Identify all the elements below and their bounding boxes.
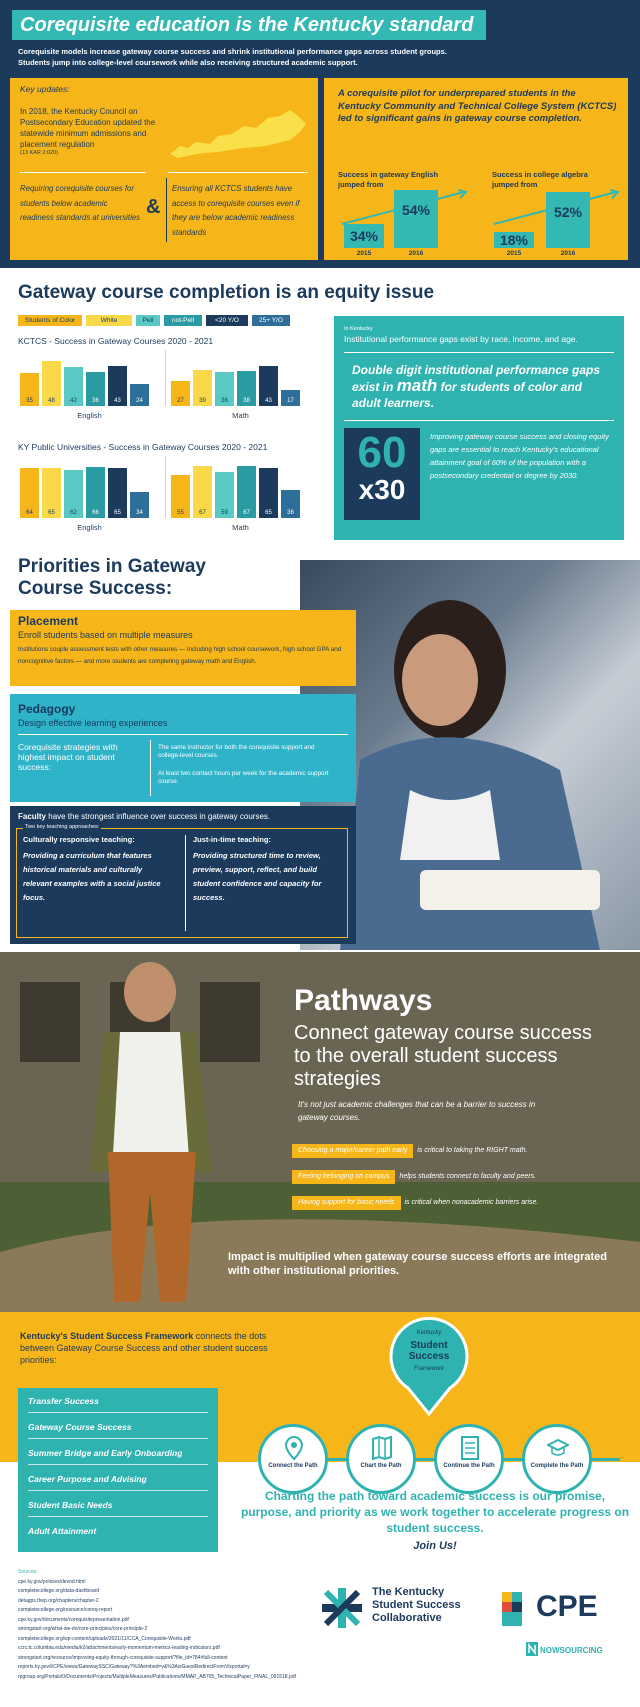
data-label: 34 — [136, 510, 143, 516]
goal-x30: x30 — [358, 474, 406, 505]
badge-bottom: Framework — [413, 1366, 444, 1372]
legend-item: Students of Color — [18, 315, 82, 326]
two-key-label: Two key teaching approaches: — [25, 824, 100, 830]
faculty-rest: have the strongest influence over success in gateway courses. — [46, 812, 271, 821]
requirement-kctcs: Ensuring all KCTCS students have access to corequisite courses even if they are below academic readiness standards — [172, 184, 300, 237]
goal-60: 60 — [357, 428, 407, 477]
source-link[interactable]: rpgroup.org/Portals/0/Documents/Projects/MultipleMeasures/Publications/MMAP_AB705_TechnicalPaper_FINAL_091518.pdf — [18, 1673, 296, 1680]
requirement-universities: Requiring corequisite courses for students below academic readiness standards at universities — [20, 184, 141, 222]
pathway-rest: helps students connect to faculty and peers. — [399, 1173, 537, 1180]
pilot-text: A corequisite pilot for underprepared students in the Kentucky Community and Technical College System (KCTCS) led to significant gains in gateway course completion. — [338, 88, 617, 124]
data-label: 59 — [221, 510, 228, 516]
jit-text: Providing structured time to review, preview, support, reflect, and build student confidence and capacity for success. — [193, 851, 322, 902]
year-label: 2016 — [408, 250, 424, 257]
nowsourcing-logo-icon — [526, 1642, 538, 1656]
data-label: 65 — [114, 510, 121, 516]
legend-item: 25+ Y/O — [252, 315, 290, 326]
divider — [28, 1490, 208, 1491]
ksc-line: The Kentucky — [372, 1586, 445, 1598]
source-link[interactable]: strongstart.org/what-we-do/core-principles/core-principle-2 — [18, 1626, 148, 1632]
goal-60x30-box — [344, 428, 420, 520]
divider — [28, 1438, 208, 1439]
faculty-bold: Faculty — [18, 812, 47, 821]
sources-list — [18, 1568, 338, 1682]
algebra-2015-bar: 18% — [494, 232, 534, 248]
divider — [344, 420, 614, 421]
framework-badge — [388, 1316, 470, 1416]
chart-title-kctcs: KCTCS - Success in Gateway Courses 2020 - 2021 — [18, 336, 214, 346]
in-kentucky-label: In Kentucky — [344, 326, 373, 332]
step-connect — [258, 1424, 328, 1494]
step-label: Continue the Path — [443, 1463, 495, 1469]
pathways-section — [0, 952, 640, 1312]
regulation-text: In 2018, the Kentucky Council on Postsecondary Education updated the statewide minimum admissions and placement regulation — [20, 107, 156, 149]
placement-heading: Placement — [18, 614, 79, 628]
data-label: 55 — [177, 510, 184, 516]
badge-top: Kentucky — [416, 1330, 442, 1336]
priorities-title: Priorities in Gateway Course Success: — [18, 556, 206, 599]
pathways-subtitle: Connect gateway course success to the overall student success strategies — [294, 1022, 592, 1090]
double-digit-part2: for students of color and adult learners. — [352, 380, 582, 410]
corequisite-strategies-label: Corequisite strategies with highest impact on student success: — [18, 742, 118, 772]
placement-panel — [10, 610, 356, 686]
divider — [166, 178, 167, 242]
list-item: Adult Attainment — [28, 1526, 97, 1536]
impact-statement: Impact is multiplied when gateway course success efforts are integrated with other institutional priorities. — [228, 1251, 608, 1277]
list-item: Transfer Success — [28, 1396, 99, 1406]
group-separator — [165, 350, 166, 406]
english-2016-bar: 54% — [394, 190, 438, 248]
data-label: 36 — [92, 398, 99, 404]
placement-subheading: Enroll students based on multiple measures — [18, 630, 193, 640]
legend-item: Pell — [136, 315, 160, 326]
framework-text — [20, 1330, 270, 1366]
source-link[interactable]: ccrc.tc.columbia.edu/media/k2/attachments/early-momentum-metrics-leading-indicators.pdf — [18, 1645, 220, 1651]
source-link[interactable]: completecollege.org/data-dashboard — [18, 1588, 100, 1594]
key-updates-label: Key updates: — [20, 84, 70, 94]
crt-text: Providing a curriculum that features historical materials and culturally relevant examples with a social justice focus. — [23, 851, 161, 902]
list-item: Summer Bridge and Early Onboarding — [28, 1448, 183, 1458]
legend-item: White — [86, 315, 132, 326]
pathway-highlight: Choosing a major/career path early — [292, 1144, 413, 1158]
pathway-highlight: Having support for basic needs — [292, 1196, 401, 1210]
data-label: 67 — [243, 510, 250, 516]
framework-rest: connects the dots between Gateway Course Success and other student success priorities: — [20, 1331, 268, 1365]
data-label: 36 — [287, 510, 294, 516]
divider — [28, 1516, 208, 1517]
english-2015-bar: 34% — [344, 224, 384, 248]
double-digit-part1: Double digit institutional performance gaps exist in — [352, 363, 601, 394]
source-link[interactable]: detagps.thep.org/chapters/chapter-2 — [18, 1597, 99, 1604]
ksc-line: Student Success — [372, 1599, 461, 1611]
divider — [344, 352, 614, 353]
list-item: Student Basic Needs — [28, 1500, 113, 1510]
source-link[interactable]: completecollege.org/resource/coreq-report — [18, 1607, 113, 1613]
kctcs-chart — [14, 350, 316, 420]
equity-title: Gateway course completion is an equity issue — [18, 282, 435, 303]
step-chart — [346, 1424, 416, 1494]
jit-heading: Just-in-time teaching: — [193, 835, 271, 844]
pedagogy-panel — [10, 694, 356, 802]
data-label: 24 — [136, 398, 143, 404]
data-label: 65 — [48, 510, 55, 516]
strategy-same-instructor: The same instructor for both the corequisite support and college-level courses. — [158, 744, 315, 759]
algebra-jump-label: Success in college algebra jumped from — [492, 170, 588, 189]
list-item: Career Purpose and Advising — [28, 1474, 147, 1484]
category-label: Math — [232, 411, 249, 420]
data-label: 67 — [199, 510, 206, 516]
intro-line-1: Corequisite models increase gateway course success and shrink institutional performance gaps across student groups. — [18, 47, 447, 56]
group-separator — [165, 456, 166, 518]
year-label: 2015 — [506, 250, 522, 257]
key-updates-panel — [10, 78, 318, 260]
placement-text: Institutions couple assessment tests with other measures — including high school coursework, high school GPA and noncognitive factors — and more students are completing gateway math and English. — [18, 646, 342, 665]
divider — [28, 1412, 208, 1413]
faculty-heading — [18, 812, 270, 821]
intro-line-2: Students jump into college-level coursework while also receiving structured academic support. — [18, 58, 358, 67]
source-link[interactable]: cpe.ky.gov/documents/corequisitepresentation.pdf — [18, 1616, 129, 1623]
pathways-intro: It's not just academic challenges that can be a barrier to success in gateway courses. — [298, 1100, 536, 1122]
map-icon — [371, 1435, 393, 1461]
legend-item: <20 Y/O — [206, 315, 248, 326]
legend-item: not-Pell — [164, 315, 202, 326]
pedagogy-subheading: Design effective learning experiences — [18, 718, 168, 728]
ksc-logo-icon — [318, 1586, 366, 1630]
source-link[interactable]: strongstart.org/resource/improving-equity-through-corequisite-support/?file_id=784#full-content — [18, 1654, 228, 1661]
pathway-rest: is critical to taking the RIGHT math. — [417, 1147, 528, 1154]
ksc-logo-text — [372, 1586, 461, 1625]
strategy-contact-hours: At least two contact hours per week for the academic support course. — [158, 770, 329, 785]
data-label: 43 — [265, 398, 272, 404]
cpe-logo-icon — [500, 1590, 534, 1628]
data-label: 36 — [221, 398, 228, 404]
data-label: 65 — [265, 510, 272, 516]
faculty-panel — [10, 806, 356, 944]
step-continue — [434, 1424, 504, 1494]
algebra-2016-bar: 52% — [546, 192, 590, 248]
pathway-row-belonging — [292, 1170, 536, 1184]
data-label: 38 — [243, 398, 250, 404]
step-label: Complete the Path — [530, 1463, 584, 1469]
data-label: 27 — [177, 398, 184, 404]
data-label: 64 — [26, 510, 33, 516]
data-label: 62 — [70, 510, 77, 516]
source-link[interactable]: completecollege.org/wp-content/uploads/2021/11/CCA_Corequisite-Works.pdf — [18, 1635, 191, 1642]
map-pin-icon — [283, 1435, 305, 1461]
year-label: 2016 — [560, 250, 576, 257]
source-link[interactable]: cpe.ky.gov/policies/devod.html — [18, 1578, 86, 1585]
divider — [168, 172, 308, 173]
main-title: Corequisite education is the Kentucky standard — [12, 10, 486, 40]
equity-panel — [334, 316, 624, 540]
category-label: Math — [232, 523, 249, 532]
list-item: Gateway Course Success — [28, 1422, 132, 1432]
intro-text — [18, 46, 628, 68]
cpe-logo-text: CPE — [536, 1590, 598, 1623]
data-label: 48 — [48, 398, 55, 404]
kentucky-map-icon — [166, 106, 310, 162]
goal-text: Improving gateway course success and closing equity gaps are essential to reach Kentucky's educational attainment goal of 60% of the population with a postsecondary credential or degree by 2030. — [430, 432, 609, 480]
regulation-citation: (13 KAR 2:020) — [20, 150, 58, 156]
ampersand: & — [146, 196, 161, 218]
graduation-cap-icon — [547, 1435, 569, 1461]
nowsourcing-logo-text: NOWSOURCING — [540, 1646, 603, 1655]
student-success-priorities-list — [18, 1388, 218, 1552]
data-label: 17 — [287, 398, 294, 404]
category-label: English — [77, 523, 102, 532]
pathways-title: Pathways — [294, 984, 433, 1017]
data-label: 39 — [199, 398, 206, 404]
join-us: Join Us! — [413, 1540, 457, 1552]
corequisite-section — [0, 0, 640, 268]
sources-label: Sources: — [18, 1569, 38, 1575]
ksc-line: Collaborative — [372, 1612, 442, 1624]
divider — [185, 835, 186, 931]
divider — [20, 172, 146, 173]
divider — [18, 734, 348, 735]
divider — [28, 1464, 208, 1465]
data-label: 43 — [114, 398, 121, 404]
step-label: Connect the Path — [268, 1463, 318, 1469]
chart-title-universities: KY Public Universities - Success in Gateway Courses 2020 - 2021 — [18, 442, 268, 452]
math-emphasis: math — [396, 376, 438, 395]
english-jump-label: Success in gateway English jumped from — [338, 170, 439, 189]
crt-heading: Culturally responsive teaching: — [23, 835, 135, 844]
step-label: Chart the Path — [360, 1463, 402, 1469]
pedagogy-heading: Pedagogy — [18, 702, 76, 716]
framework-bold: Kentucky's Student Success Framework — [20, 1331, 194, 1341]
data-label: 66 — [92, 510, 99, 516]
gaps-text: Institutional performance gaps exist by race, income, and age. — [344, 334, 578, 344]
charting-statement: Charting the path toward academic success is our promise, purpose, and priority as we work together to accelerate progress on student success. — [240, 1489, 630, 1535]
badge-main: Student Success — [408, 1340, 450, 1362]
teaching-approaches-box — [16, 824, 348, 938]
year-label: 2015 — [356, 250, 372, 257]
step-complete — [522, 1424, 592, 1494]
checklist-icon — [459, 1435, 481, 1461]
pilot-panel — [324, 78, 628, 260]
pathway-rest: is critical when nonacademic barriers arise. — [404, 1199, 539, 1206]
universities-chart — [14, 456, 316, 532]
source-link[interactable]: reports.ky.gov/t/CPE/views/GatewaySSC/Gateway?%3Aembed=y&%3AisGuestRedirectFromVizportal=y — [18, 1664, 250, 1670]
pathway-row-major — [292, 1144, 527, 1158]
data-label: 42 — [70, 398, 77, 404]
pathway-highlight: Feeling belonging on campus — [292, 1170, 395, 1184]
double-digit-text — [352, 362, 602, 411]
data-label: 35 — [26, 398, 33, 404]
pathway-row-basic-needs — [292, 1196, 538, 1210]
category-label: English — [77, 411, 102, 420]
divider — [150, 740, 151, 796]
